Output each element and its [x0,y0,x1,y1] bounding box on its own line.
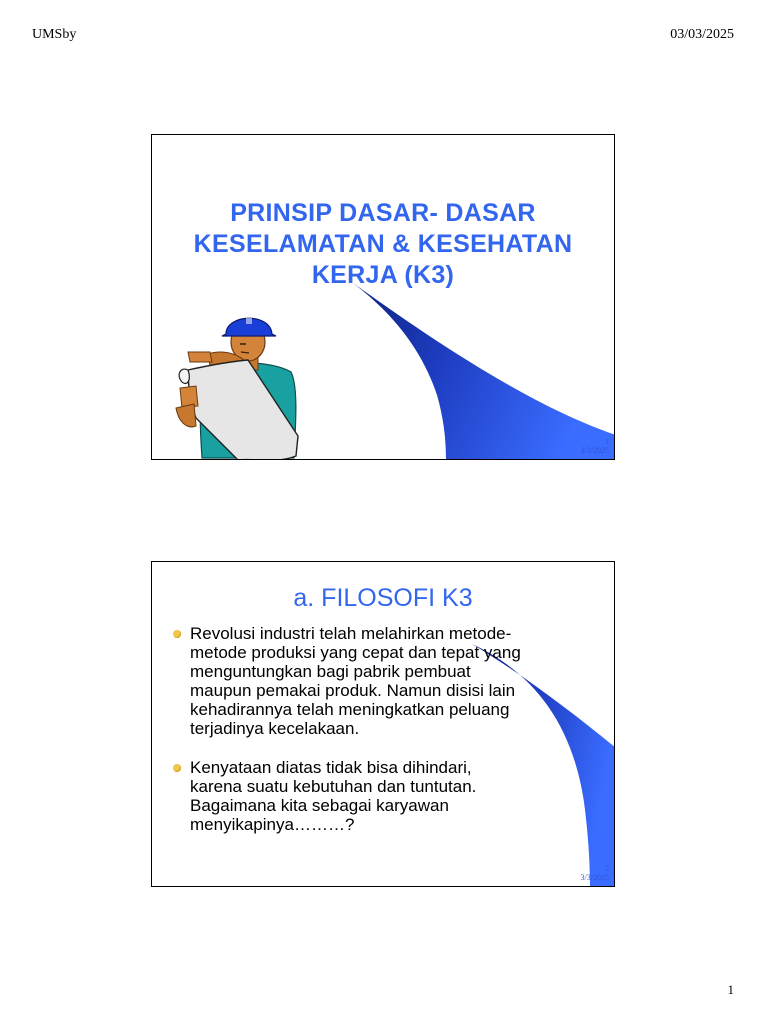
slide-2-title: a. FILOSOFI K3 [293,584,473,612]
slide-1-title [152,198,614,291]
slide-1-title-line: KESELAMATAN & KESEHATAN [193,230,573,258]
bullet-line: Kenyataan diatas tidak bisa dihindari, [190,758,472,777]
slide-1 [151,134,615,460]
slide-date: 3/3/2025 [580,446,609,455]
bullet-text [190,624,610,738]
page-number: 1 [727,982,734,997]
bullet-dot-icon [173,630,181,638]
slide-2 [151,561,615,887]
slide-1-footer [581,437,609,455]
slide-date: 3/3/2025 [580,873,609,882]
slide-number: 1 [605,437,609,446]
bullet-line: Bagaimana kita sebagai karyawan [190,796,449,815]
slide-1-title-line: KERJA (K3) [311,261,455,289]
bullet-line: metode produksi yang cepat dan tepat yang [190,643,521,662]
bullet-list [170,624,610,854]
bullet-line: menyikapinya………? [190,815,355,834]
bullet-line: maupun pemakai produk. Namun disisi lain [190,681,516,700]
bullet-dot-icon [173,764,181,772]
construction-worker-illustration [166,308,326,460]
bullet-line: karena suatu kebutuhan dan tuntutan. [190,777,477,796]
bullet-text [190,758,610,834]
page-header-date: 03/03/2025 [670,27,734,42]
list-item [170,758,610,834]
slide-number: 2 [605,864,609,873]
slide-2-footer [581,864,609,882]
bullet-line: Revolusi industri telah melahirkan metode- [190,624,512,643]
list-item [170,624,610,738]
bullet-line: kehadirannya telah meningkatkan peluang [190,700,510,719]
slide-1-title-line: PRINSIP DASAR- DASAR [230,199,536,227]
bullet-line: terjadinya kecelakaan. [190,719,360,738]
bullet-line: menguntungkan bagi pabrik pembuat [190,662,471,681]
page-header-left: UMSby [32,27,77,42]
